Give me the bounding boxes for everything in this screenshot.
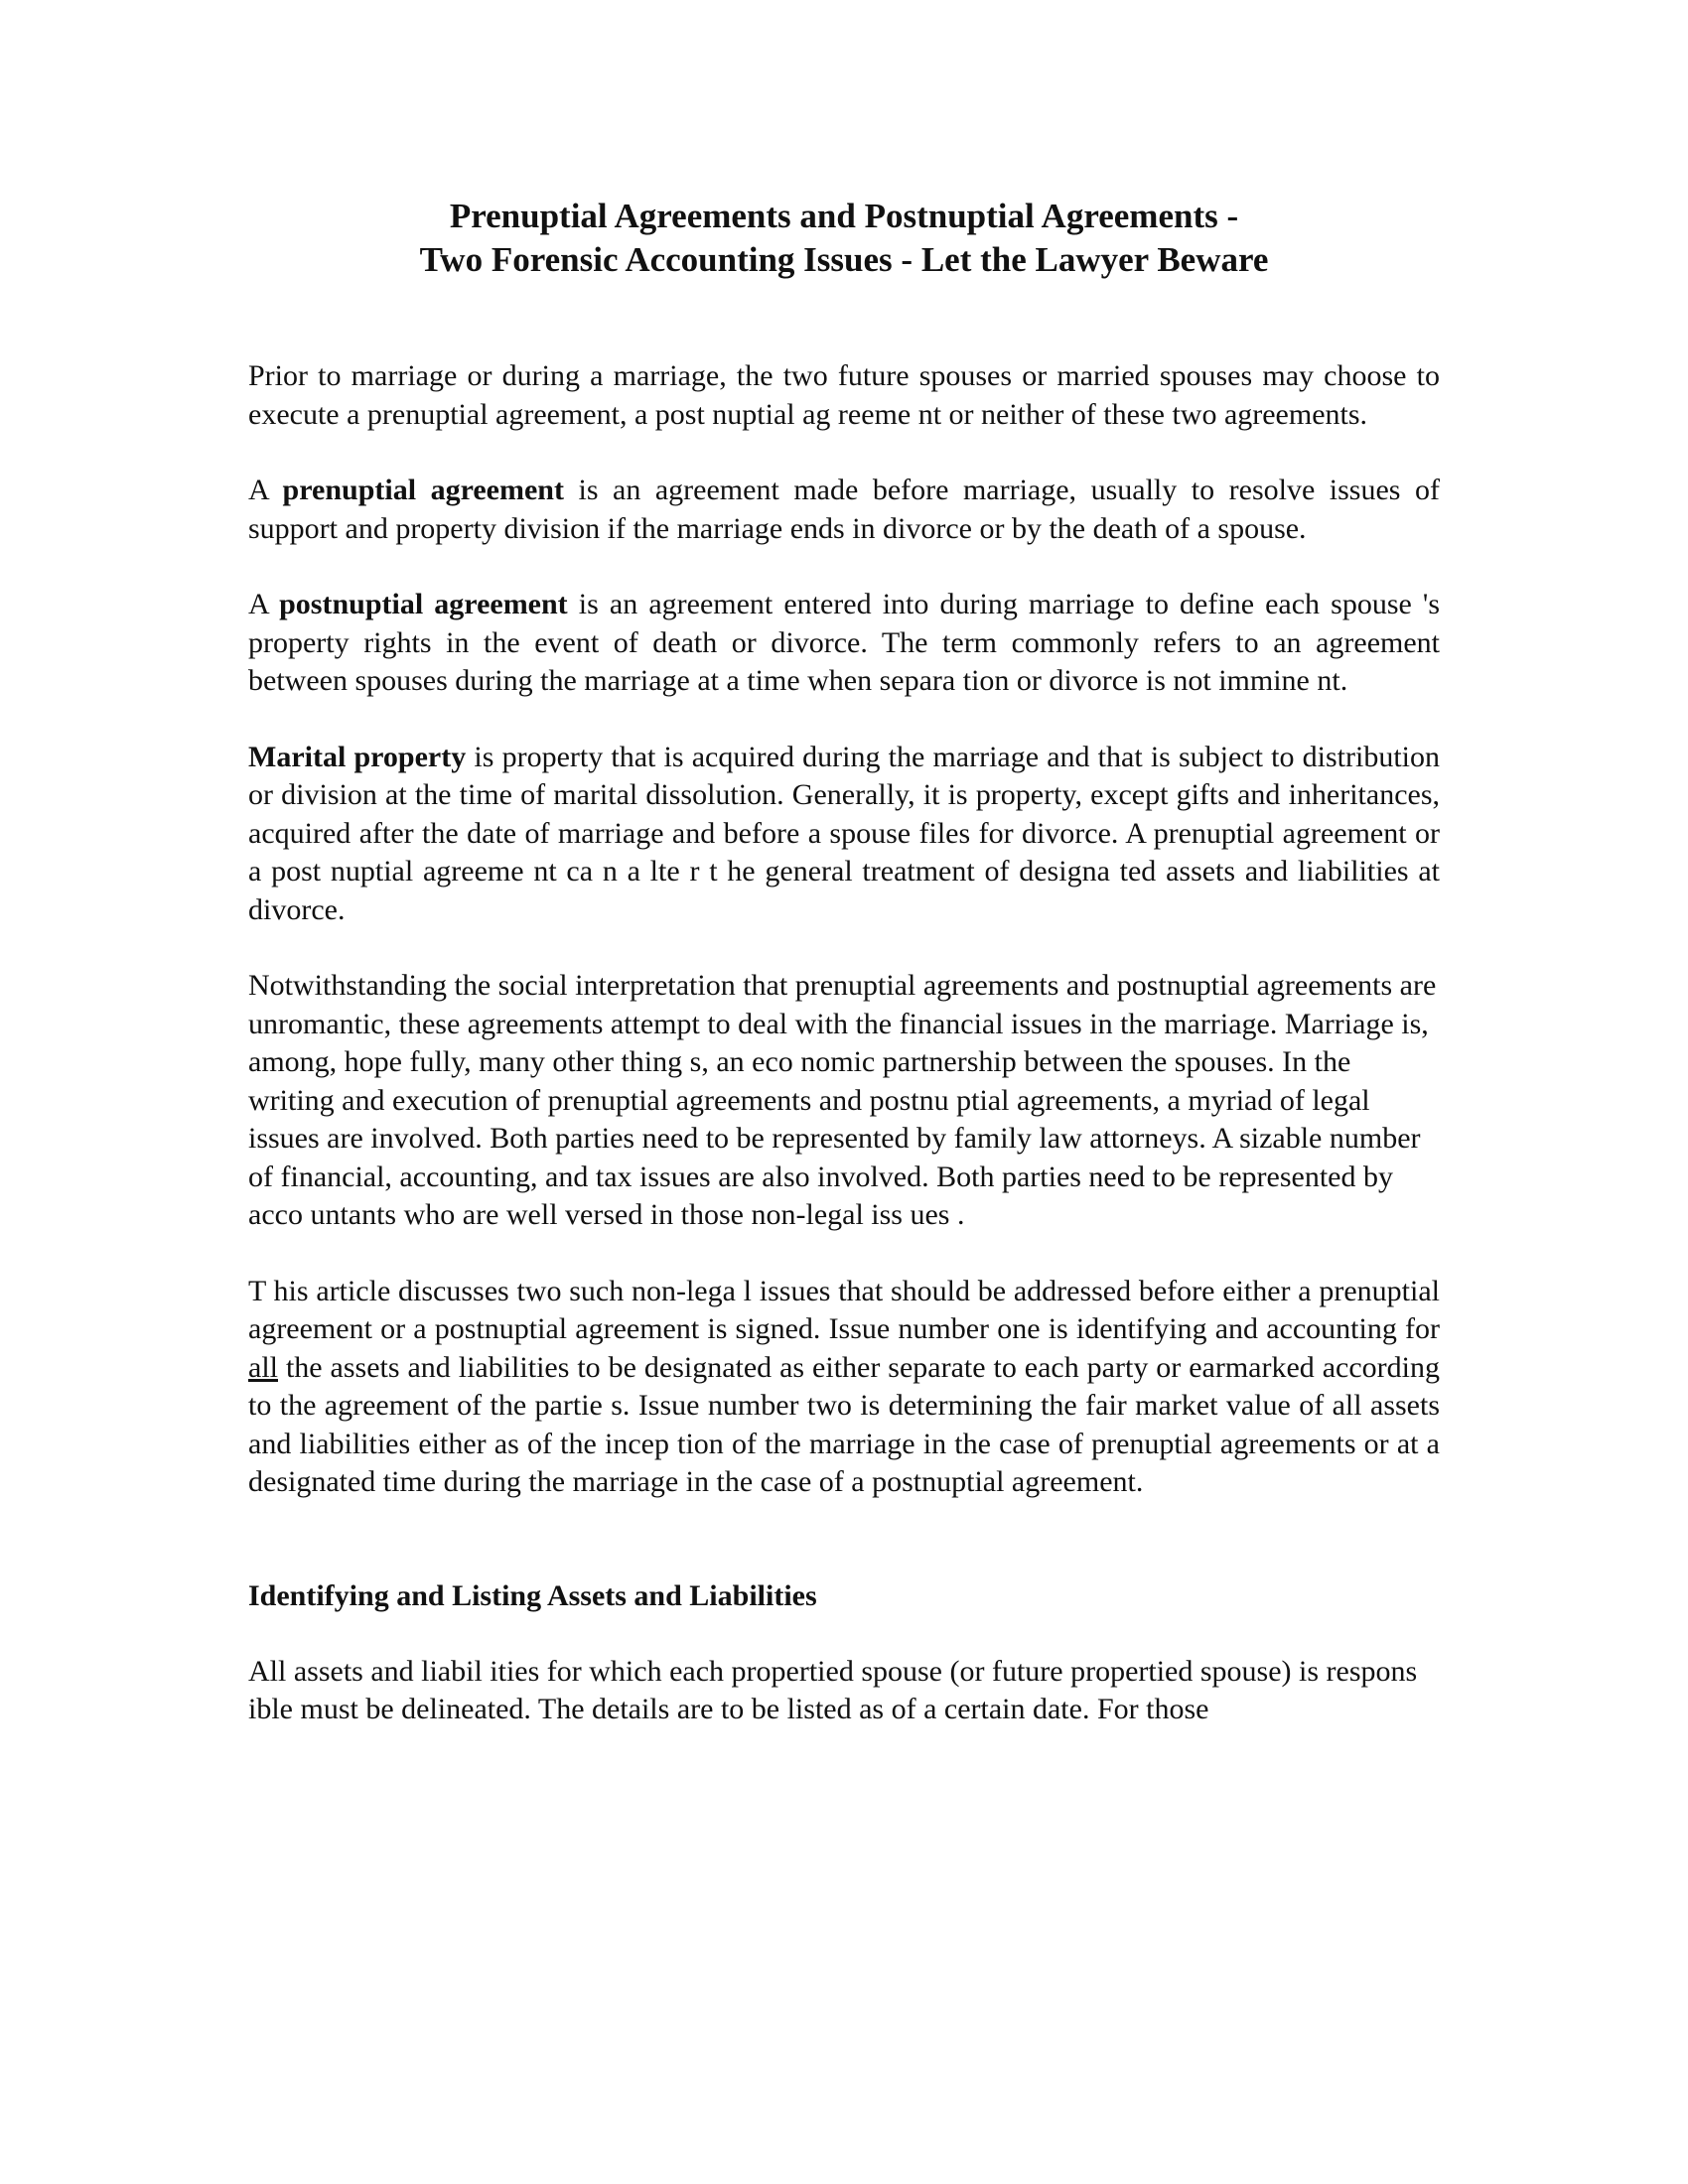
definition-text: is an agreement made before marriage, usually to resolve issues of support and property division if the marriage ends in divorce or by the death of a spouse. <box>248 474 1440 545</box>
term-postnuptial-agreement: postnuptial agreement <box>279 588 568 620</box>
assets-liabilities-paragraph: All assets and liabil ities for which each propertied spouse (or future propertied spouse) is respons ible must be delineated. The details are to be listed as of a certain date. For those <box>248 1654 1418 1725</box>
paragraph-text: T his article discusses two such non-lega l issues that should be addressed before either a prenuptial agreement or a postnuptial agreement is signed. Issue number one is identifying and accounting for <box>248 1274 1440 1345</box>
paragraph-lead: A <box>248 588 280 620</box>
section-heading: Identifying and Listing Assets and Liabilities <box>248 1578 817 1612</box>
emphasis-all: all <box>248 1350 278 1384</box>
term-marital-property: Marital property <box>248 740 467 773</box>
document-body <box>248 357 1440 1767</box>
prenuptial-definition-paragraph <box>248 472 1440 548</box>
definition-text: is an agreement entered into during marriage to define each spouse 's property rights in the event of death or divorce. The term commonly refers to an agreement between spouses during the marriage at a time when separa tion or divorce is not immine nt. <box>248 588 1441 697</box>
intro-paragraph: Prior to marriage or during a marriage, the two future spouses or married spouses may choose to execute a prenuptial agreement, a post nuptial ag reeme nt or neither of these two agreements. <box>248 359 1440 431</box>
marital-property-paragraph <box>248 739 1440 930</box>
title-line-2: Two Forensic Accounting Issues - Let the Lawyer Beware <box>419 240 1269 279</box>
postnuptial-definition-paragraph <box>248 586 1440 701</box>
paragraph-lead: A <box>248 474 283 506</box>
document-title <box>248 195 1440 282</box>
term-prenuptial-agreement: prenuptial agreement <box>282 474 564 506</box>
article-scope-paragraph <box>248 1273 1440 1502</box>
paragraph-text: the assets and liabilities to be designated as either separate to each party or earmarked according to the agreement of the partie s. Issue number two is determining the fair market value of all assets and liabilities either as of the incep tion of the marriage in the case of prenuptial agreements or at a designated time during the marriage in the case of a postnuptial agreement. <box>248 1350 1440 1498</box>
title-line-1: Prenuptial Agreements and Postnuptial Agreements - <box>449 197 1239 235</box>
financial-issues-paragraph: Notwithstanding the social interpretation that prenuptial agreements and postnuptial agreements are unromantic, these agreements attempt to deal with the financial issues in the marriage. Marriage is, among, hope fully, many other thing s, an eco nomic partnership between the spouses. In the writing and execution of prenuptial agreements and postnu ptial agreements, a myriad of legal issues are involved. Both parties need to be represented by family law attorneys. A sizable number of financial, accounting, and tax issues are also involved. Both parties need to be represented by acco untants who are well versed in those non-legal iss ues . <box>248 969 1437 1231</box>
definition-text: is property that is acquired during the marriage and that is subject to distribution or division at the time of marital dissolution. Generally, it is property, except gifts and inheritances, acquired after the date of marriage and before a spouse files for divorce. A prenuptial agreement or a post nuptial agreeme nt ca n a lte r t he general treatment of designa ted assets and liabilities at divorce. <box>248 740 1440 926</box>
